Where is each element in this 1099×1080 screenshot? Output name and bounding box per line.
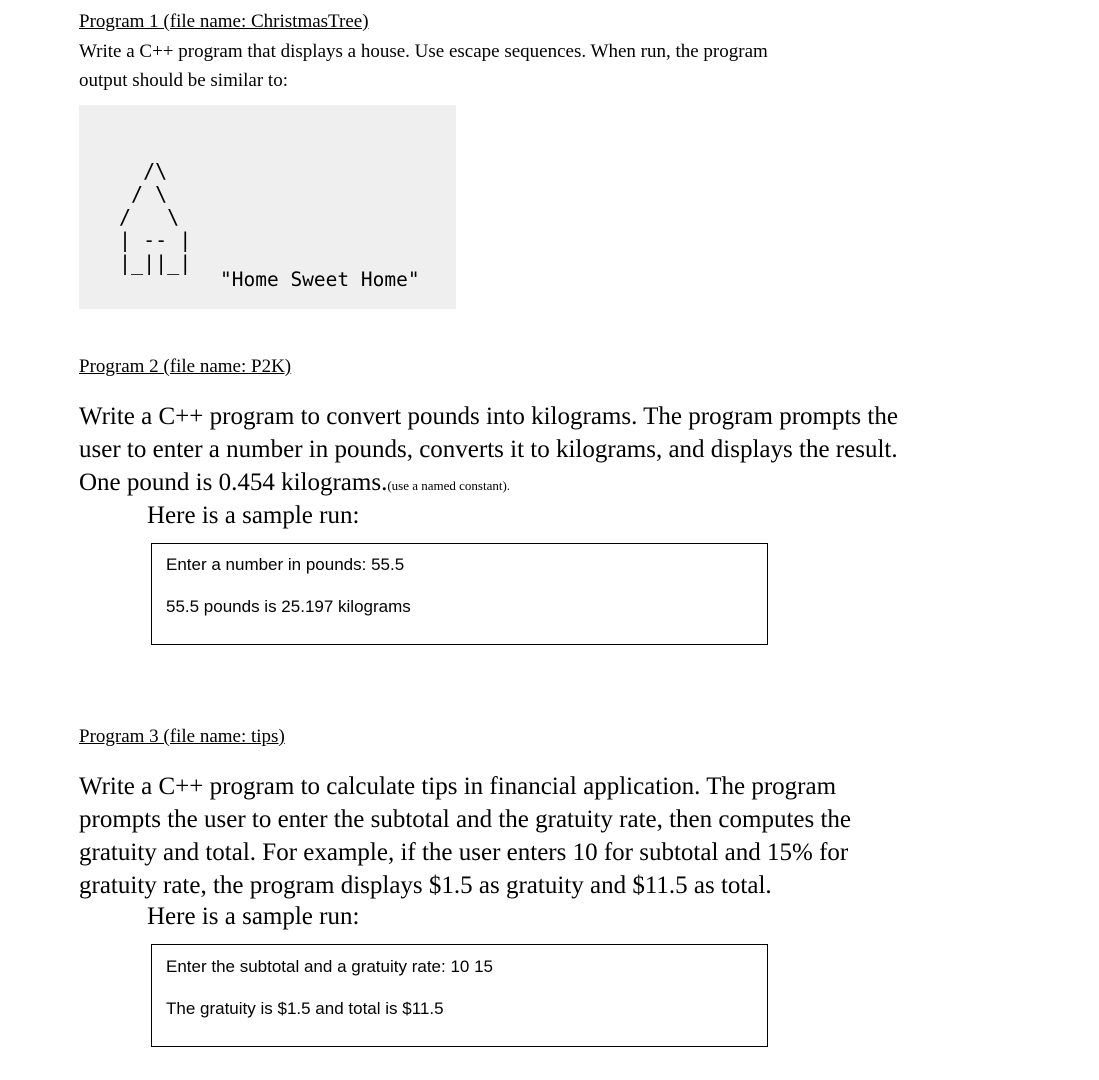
program2-note: (use a named constant). <box>387 478 511 493</box>
program3-heading: Program 3 (file name: tips) <box>79 726 285 747</box>
program1-description-line: output should be similar to: <box>79 70 288 91</box>
program2-output-line: 55.5 pounds is 25.197 kilograms <box>166 597 411 616</box>
program3-description <box>79 770 1079 902</box>
program3-description-line: gratuity rate, the program displays $1.5 as gratuity and $11.5 as total. <box>79 872 772 899</box>
program2-description-line: Write a C++ program to convert pounds into kilograms. The program prompts the <box>79 403 898 430</box>
program2-description <box>79 400 1079 502</box>
program2-heading: Program 2 (file name: P2K) <box>79 356 292 377</box>
program1-heading: Program 1 (file name: ChristmasTree) <box>79 11 369 32</box>
program1-description-line: Write a C++ program that displays a house. Use escape sequences. When run, the program <box>79 41 768 62</box>
program2-sample-output-box <box>151 543 768 645</box>
program3-sample-label: Here is a sample run: <box>147 903 360 930</box>
program2-description-line <box>79 466 1079 502</box>
program2-sample-label: Here is a sample run: <box>147 502 360 529</box>
program3-output-line: Enter the subtotal and a gratuity rate: 10 15 <box>166 957 493 976</box>
program3-output-line: The gratuity is $1.5 and total is $11.5 <box>166 999 444 1018</box>
house-output-panel <box>79 105 456 309</box>
program3-description-line: Write a C++ program to calculate tips in financial application. The program <box>79 773 837 800</box>
program2-output-line: Enter a number in pounds: 55.5 <box>166 555 405 574</box>
program2-constant-text: One pound is 0.454 kilograms. <box>79 469 388 496</box>
program2-description-line: user to enter a number in pounds, converts it to kilograms, and displays the result. <box>79 436 898 463</box>
program3-description-line: gratuity and total. For example, if the user enters 10 for subtotal and 15% for <box>79 839 849 866</box>
program1-description <box>79 37 1059 95</box>
program3-description-line: prompts the user to enter the subtotal and the gratuity rate, then computes the <box>79 806 852 833</box>
house-ascii-art: /\ / \ / \ | -- | |_||_| <box>119 159 192 275</box>
home-sweet-home-text: "Home Sweet Home" <box>220 268 420 291</box>
program3-sample-output-box <box>151 944 768 1047</box>
